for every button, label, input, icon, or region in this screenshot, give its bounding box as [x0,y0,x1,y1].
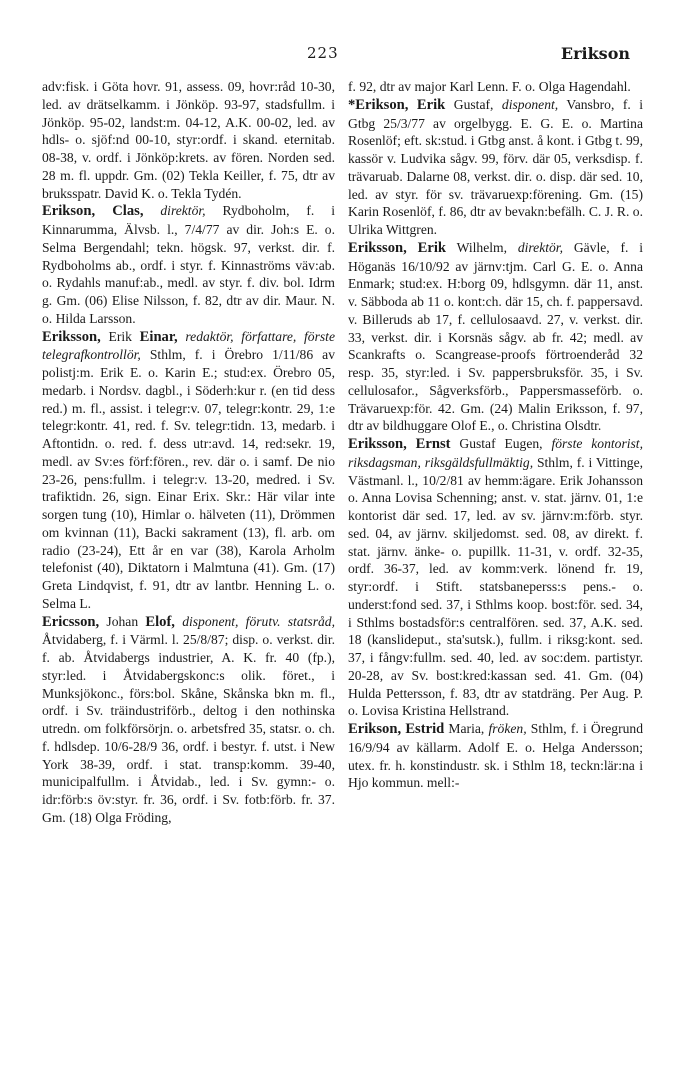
entry-surname: Eriksson, [348,239,407,256]
entry-call-name: Estrid [405,721,445,737]
entry-name: Erikson, Clas, [42,203,144,220]
entry-surname: Eriksson, [42,328,101,345]
entry-text: Sthlm, f. i Vittinge, Västmanl. l., 10/2/81 av hemm:ägare. Erik Johansson o. Anna Lovisa Schenning; anst. v. stat. järnv. 01, 1:e kontorist där sed. 17, led. av sv. järnv:m:förb. styr. sed. 04, av järnv. skiljedomst. sed. 08, av direkt. f. stat. järnv. änke- o. pupillk. 11-31, v. ordf. 32-35, ordf. 36-37, led. av komm:verk. lönend fr. 19, styr:ordf. i Stift. statsbaneperss:s pens.- o. underst:fond sed. 37, i Sthlms koop. bost:för. sed. 34, i Sthlms bostadsför:s centralfören. sed. 37, A.K. sed. 18 (kanslideput., sta'sutsk.), fullm. i riksg:kont. sed. 37, i fångv:fullm. sed. 40, led. av soc:dem. partistyr. 20-28, av Sv. bost:kred:kassan sed. 41. Gm. (04) Hulda Pettersson, f. 83, dtr av statdräng. Per Aug. P. o. Lovisa Kristina Hellstrand. [348,454,643,719]
entry-title: disponent, förutv. statsråd, [182,613,335,629]
entry-given-name: Maria, [448,721,485,736]
entry-title: förste kontorist, riksdagsman, riksgäldsfullmäktig, [348,436,643,470]
entry-call-name: Einar, [139,328,178,345]
entry-given-name: Johan [106,613,139,629]
entry-eriksson-ernst [348,435,643,720]
entry-surname: Erikson, [348,721,402,737]
entry-call-name: Erik [416,96,446,113]
entry-erikson-clas [42,202,335,327]
entry-text: Gävle, f. i Höganäs 16/10/92 av järnv:tjm. Carl G. E. o. Anna Enmark; stud:ex. H:borg 09, hdlsgymn. där 11, anst. v. Säbboda ab 11 o. kont:ch. där 15, ch. f. pappersavd. v. Billeruds ab 17, f. cellulosaavd. 27, v. verkst. dir. 33, verkst. dir. i Korsnäs sågv. ab fr. 42; medl. av Scankrafts o. Scangrease-proofs förtroenderåd 32 resp. 35, styr:led. i Sv. pappersbruksför. 35, i Sv. cellulosafor., Sågverksförb., Pappersmasseförb. o. Trävaruexp:för. 42. Gm. (24) Malin Eriksson, f. 97, dtr av bildhuggare Olof E., o. Christina Olsdtr. [348,239,643,434]
entry-eriksson-einar [42,328,335,613]
entry-text: Sthlm, f. i Örebro 1/11/86 av polistj:m. Erik E. o. Karin E.; stud:ex. Örebro 05, medarb. i Nordsv. dagbl., i Söderh:kur r. (en tid dess red.) m. fl., assist. i telegr:v. 07, telegr:kontr. 29, 1:e telegr:kontr. 41, red. f. Sv. telegr:tidn. 13, medarb. i Aftontidn. o. red. f. dess utr:avd. 14, red:sekr. 19, medl. av Sv:es förf:fören., rev. där o. i samf. De nio 23-26, pens:fullm. i telegr:v. 13-20, medred. i Sv. trafiktidn. 26, sign. Einar Erix. Skr.: Här vilar inte sorgen tung (10), Himlar o. hälveten (11), Drömmen om kvinnan (11), Backi sakrament (13), fl. arb. om radio (23-24), Ett år en var (38), Karola Arholm telefonist (40), Diktatorn i Malmtuna (41). Gm. (17) Greta Lindqvist, f. 91, dtr av lantbr. Henning L. o. Selma L. [42,347,335,611]
entry-surname: Ericsson, [42,613,100,630]
entry-text: Rydboholm, f. i Kinnarumma, Älvsb. l., 7/4/77 av dir. Joh:s E. o. Selma Bergendahl; tekn. högsk. 97, verkst. dir. f. Rydboholms ab., ordf. i styr. f. Kinnaströms väv:ab. o. Rydahls manuf:ab., medl. av styr. f. div. bol. Idrm g. Gm. (06) Elise Nilsson, f. 82, dtr av dir. Maur. N. o. Hilda Larsson. [42,203,335,326]
page-header [0,44,688,66]
entry-title: redaktör, författare, förste telegrafkontrollör, [42,328,335,363]
entry-call-name: Ernst [415,436,451,452]
entry-surname: Eriksson, [348,436,407,452]
entry-erikson-estrid [348,720,643,792]
running-head: Erikson [560,44,630,63]
entry-surname: *Erikson, [348,96,409,113]
entry-continuation [42,78,335,202]
entry-text: Sthlm, f. i Öregrund 16/9/94 av källarm. Adolf E. o. Helga Andersson; utex. fr. h. konstindustr. sk. i Sthlm 18, teckn:lär:na i Hjo kommun. mell:- [348,721,644,791]
left-column [42,78,335,827]
entry-given-name: Gustaf Eugen, [459,436,543,451]
entry-call-name: Erik [417,239,447,256]
entry-title: disponent, [501,96,559,112]
entry-given-name: Wilhelm, [456,239,507,255]
entry-continuation [348,78,643,96]
entry-call-name: Elof, [145,613,175,630]
entry-erikson-erik-gustaf [348,96,643,239]
page-number: 223 [307,44,339,62]
entry-title: direktör, [517,239,563,255]
right-column [348,78,643,792]
entry-text: Åtvidaberg, f. i Värml. l. 25/8/87; disp. o. verkst. dir. f. ab. Åtvidabergs industrier, A. K. fr. 40 (fp.), styr:led. i Åtvidabergskonc:s olik. föret., i Munksjökonc., förs:bol. Skåne, Skånska bkn m. fl., ordf. i Sv. träindustriförb., deltog i den nothinska utredn. om folkförsörjn. o. arbetsfred 35, statsr. o. ch. f. hdlsdep. 10/6-28/9 36, ordf. i bestyr. f. utst. i New York 38-39, ordf. i stat. transp:komm. 39-40, municipalfullm. i Åtvidab., led. i Sv. gymn:- o. idr:förb:s öv:styr. fr. 36, ordf. i Sv. fotb:förb. fr. 37. Gm. (18) Olga Fröding, [42,632,335,825]
entry-ericsson-elof [42,613,335,827]
entry-text: Vansbro, f. i Gtbg 25/3/77 av orgelbygg. E. G. E. o. Martina Rosenlöf; eft. sk:stud. i Gtbg anst. å kont. i Gtbg t. 99, kassör v. Ludvika sågv. 99, förv. där 05, verksdisp. f. trävaruab. Dalarne 08, verkst. dir. o. disp. där sed. 10, led. av styr. för sv. trävaruexp:förening. Gm. (15) Karin Rosenlöf, f. 86, dtr av bevakn:befälh. C. J. R. o. Ulrika Wittgren. [348,96,644,237]
entry-text: adv:fisk. i Göta hovr. 91, assess. 09, hovr:råd 10-30, led. av drätselkamm. i Jönköp. 93-97, stadsfullm. i Jönköp. 95-02, landst:m. 04-12, A.K. 00-02, led. av hdls- o. sjöf:nd 00-10, styr:ordf. i skand. eternitab. 08-38, v. ordf. i Jönköp:krets. av fören. Norden sed. 28 m. fl. uppdr. Gm. (02) Tekla Keiller, f. 75, dtr av bruksspatr. David K. o. Tekla Tydén. [42,79,335,201]
entry-given-name: Gustaf, [453,96,494,112]
entry-text: f. 92, dtr av major Karl Lenn. F. o. Olga Hagendahl. [348,79,631,94]
entry-title: direktör, [160,203,206,219]
entry-given-name: Erik [108,328,132,344]
entry-title: fröken, [488,721,527,736]
entry-eriksson-erik-wilhelm [348,239,643,435]
